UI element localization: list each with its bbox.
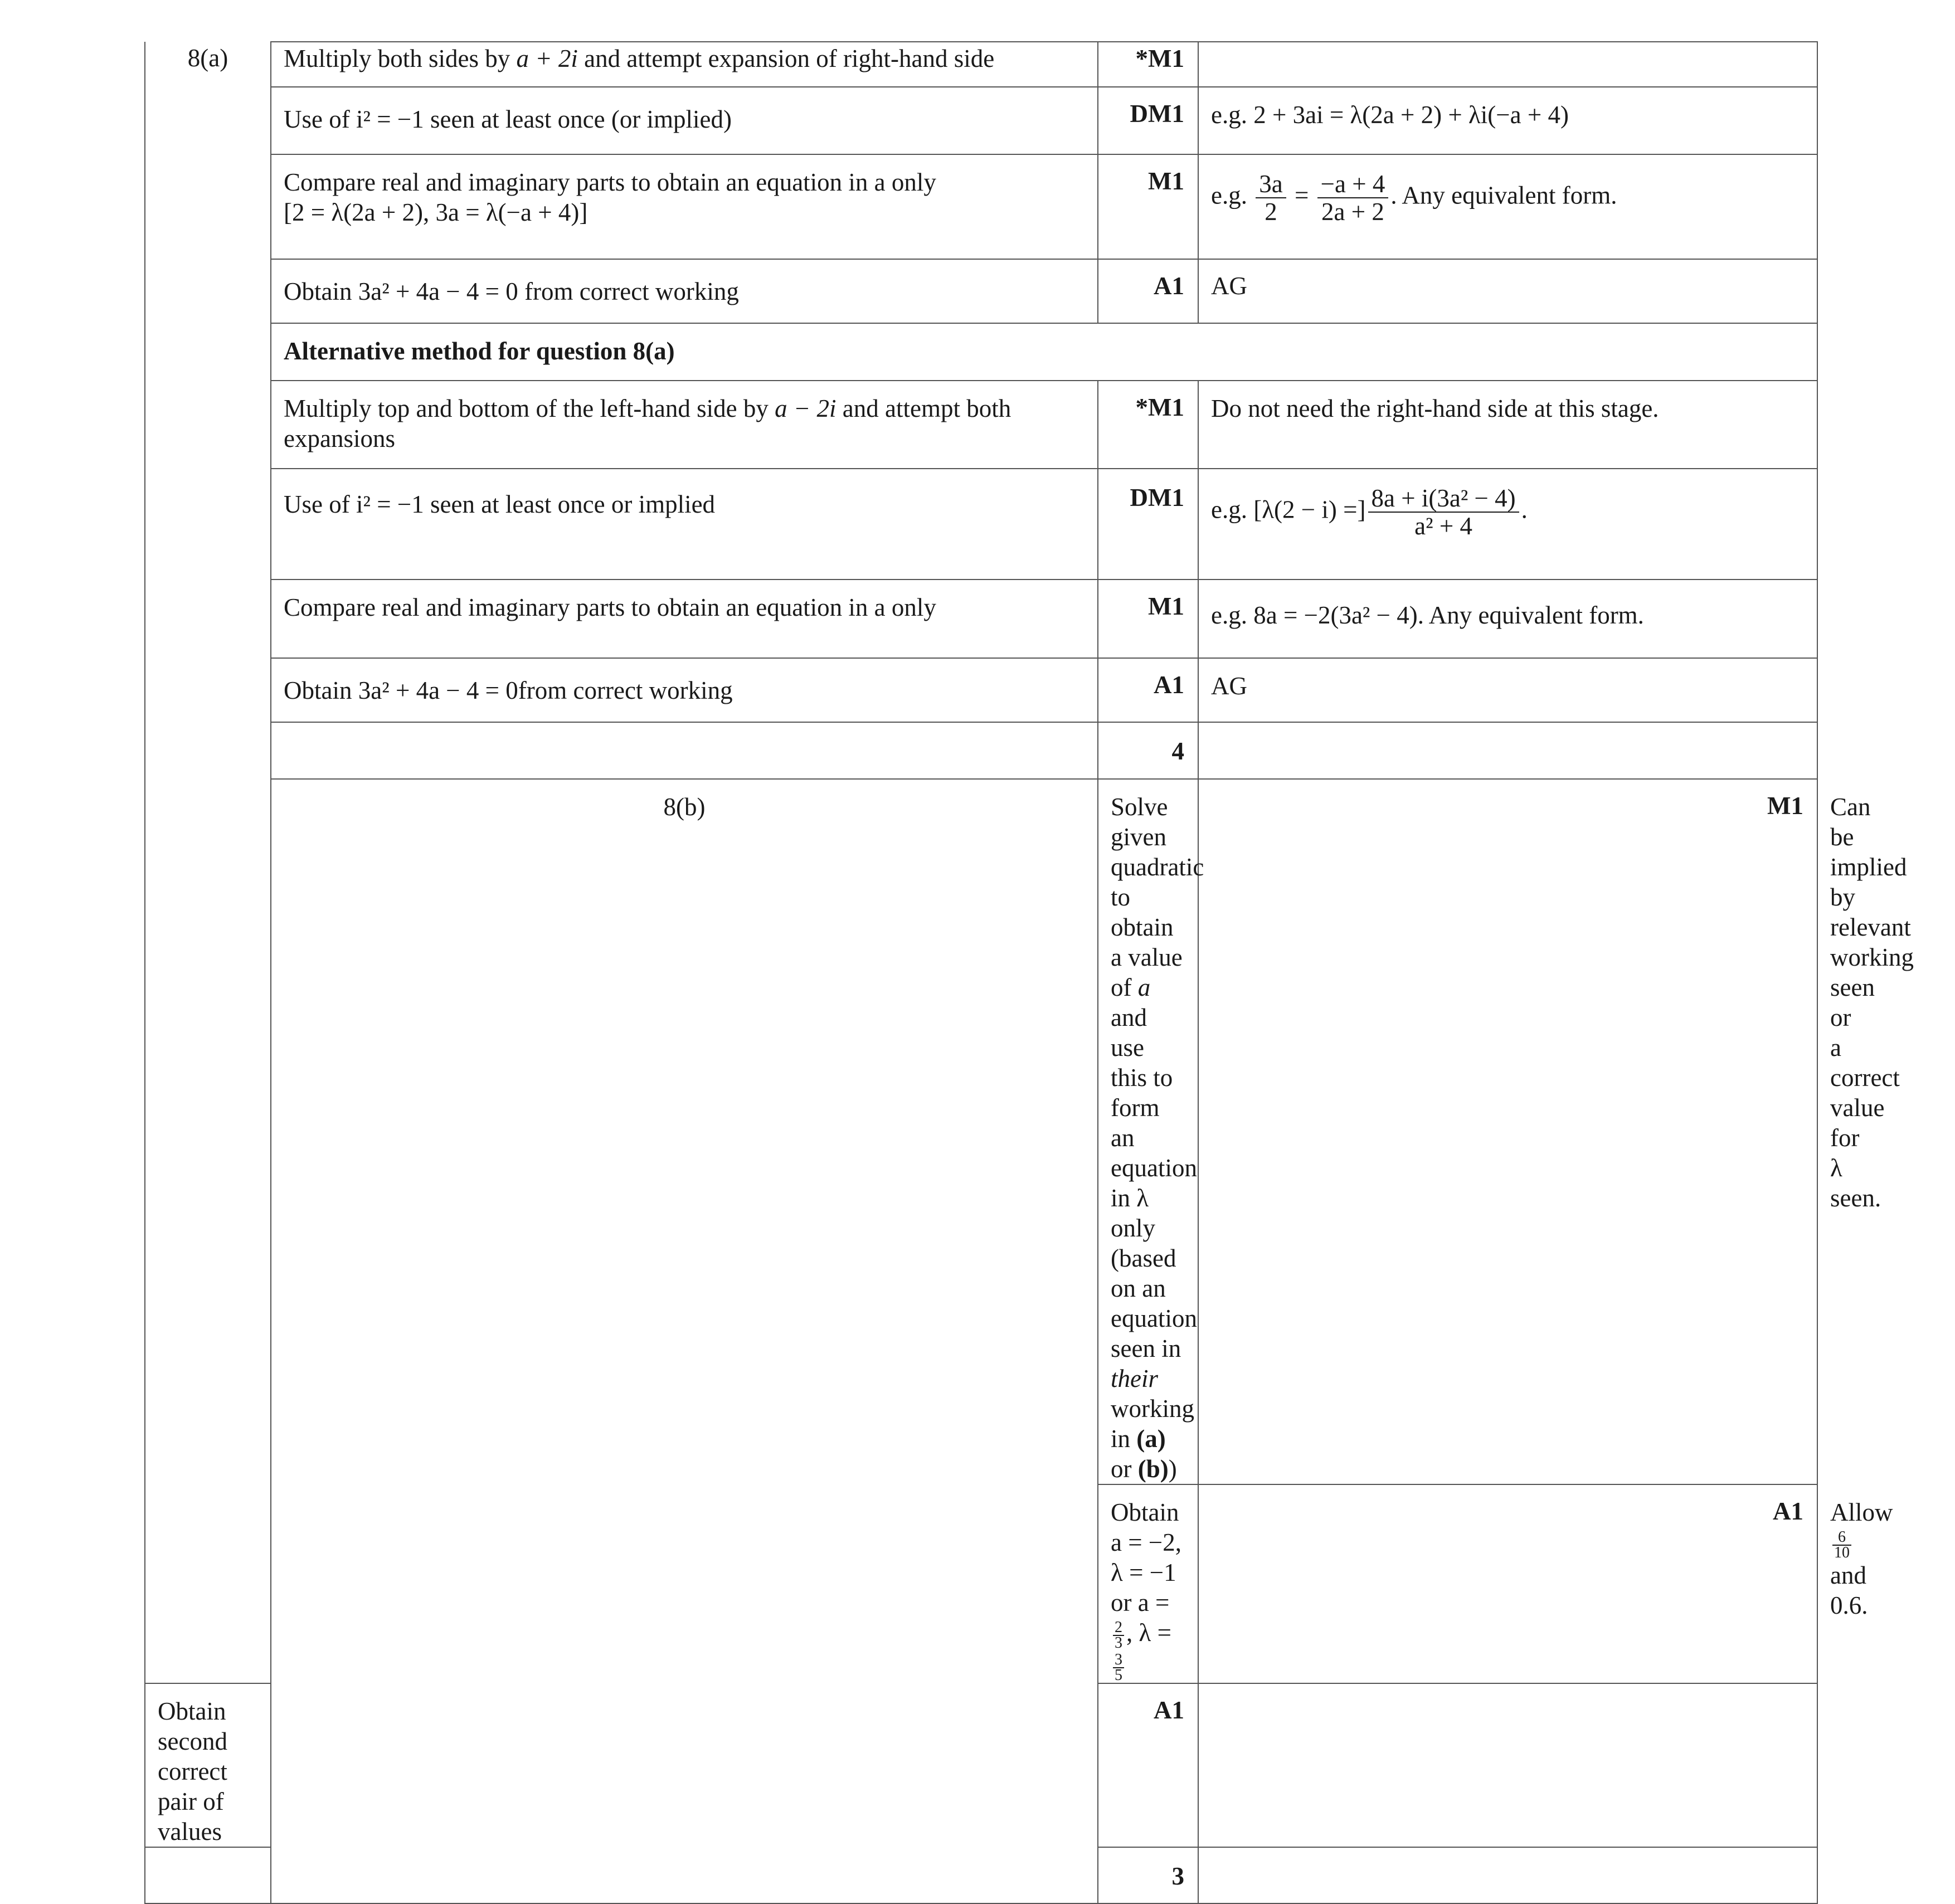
mark-cell: *M1 <box>1098 381 1198 469</box>
answer-cell <box>145 1847 271 1903</box>
answer-cell: Use of i² = −1 seen at least once (or implied) <box>271 87 1098 154</box>
mark-cell: *M1 <box>1098 42 1198 87</box>
table-row <box>145 259 1817 323</box>
table-row <box>145 580 1817 658</box>
guidance-cell: Do not need the right-hand side at this stage. <box>1198 381 1817 469</box>
answer-cell: Obtain 3a² + 4a − 4 = 0from correct working <box>271 658 1098 722</box>
table-row <box>145 87 1817 154</box>
total-mark: 4 <box>1098 722 1198 779</box>
guidance-cell: e.g. 2 + 3ai = λ(2a + 2) + λi(−a + 4) <box>1198 87 1817 154</box>
table-row <box>145 154 1817 259</box>
answer-cell <box>271 722 1098 779</box>
answer-cell: Obtain a = −2, λ = −1 or a = $\frac{2}{3}$ , λ = $\frac{3}{5}$ <box>1098 1484 1198 1683</box>
table-row <box>145 381 1817 469</box>
mark-cell: M1 <box>1198 779 1817 1484</box>
guidance-cell: e.g. 8a = −2(3a² − 4). Any equivalent form. <box>1198 580 1817 658</box>
mark-cell: DM1 <box>1098 469 1198 580</box>
answer-cell: Use of i² = −1 seen at least once or implied <box>271 469 1098 580</box>
fraction: $\frac{3a}{2}$ <box>1256 171 1286 225</box>
fraction: $\frac{3}{5}$ <box>1113 1653 1124 1683</box>
guidance-cell: e.g. $\frac{3a}{2}$ = $\frac{-a + 4}{2a + 2}$ . Any equivalent form. <box>1198 154 1817 259</box>
guidance-cell <box>1198 1847 1817 1903</box>
mark-cell: M1 <box>1098 154 1198 259</box>
alternative-method-heading: Alternative method for question 8(a) <box>271 323 1817 381</box>
fraction: $\frac{-a + 4}{2a + 2}$ <box>1317 171 1389 225</box>
answer-cell: Compare real and imaginary parts to obtain an equation in a only <box>271 580 1098 658</box>
guidance-cell: AG <box>1198 658 1817 722</box>
table-row <box>145 658 1817 722</box>
table-row <box>145 42 1817 87</box>
answer-cell: Obtain second correct pair of values <box>145 1683 271 1847</box>
mark-cell: A1 <box>1098 1683 1198 1847</box>
guidance-cell: e.g. [λ(2 − i) =] $\frac{\text{8a + i(3a² − 4)}}{\text{a² + 4}}$ . <box>1198 469 1817 580</box>
mark-cell: A1 <box>1198 1484 1817 1683</box>
answer-cell: Compare real and imaginary parts to obtain an equation in a only [2 = λ(2a + 2), 3a = λ(−a + 4)] <box>271 154 1098 259</box>
guidance-cell <box>1198 42 1817 87</box>
answer-cell: Multiply both sides by a + 2i and attempt expansion of right-hand side <box>271 42 1098 87</box>
table-row: 8(b) Solve given quadratic to obtain a value of a and use this to form an equation in λ only (based on an equation seen in their working in (a) or (b)) M1 Can be implied by relevant working seen or a correct value for λ seen. <box>145 779 1817 1484</box>
mark-cell: A1 <box>1098 658 1198 722</box>
guidance-cell: AG <box>1198 259 1817 323</box>
fraction: $\frac{6}{10}$ <box>1832 1530 1851 1560</box>
fraction: $\frac{2}{3}$ <box>1113 1620 1124 1650</box>
mark-cell: A1 <box>1098 259 1198 323</box>
guidance-cell <box>1198 722 1817 779</box>
table-row <box>145 722 1817 779</box>
mark-scheme-table <box>144 41 1914 1904</box>
mark-cell: M1 <box>1098 580 1198 658</box>
question-number: 8(b) <box>271 779 1098 1903</box>
guidance-cell <box>1198 1683 1817 1847</box>
answer-cell: Multiply top and bottom of the left-hand side by a − 2i and attempt both expansions <box>271 381 1098 469</box>
table-row: Obtain a = −2, λ = −1 or a = $\frac{2}{3}$ , λ = $\frac{3}{5}$ A1 Allow $\frac{6}{10}$ and 0.6. <box>145 1484 1817 1683</box>
table-row <box>145 469 1817 580</box>
total-mark: 3 <box>1098 1847 1198 1903</box>
fraction: $\frac{\text{8a + i(3a² − 4)}}{\text{a² + 4}}$ <box>1368 485 1519 539</box>
answer-cell: Solve given quadratic to obtain a value of a and use this to form an equation in λ only (based on an equation seen in their working in (a) or (b)) <box>1098 779 1198 1484</box>
mark-cell: DM1 <box>1098 87 1198 154</box>
question-number: 8(a) <box>145 42 271 1683</box>
answer-cell: Obtain 3a² + 4a − 4 = 0 from correct working <box>271 259 1098 323</box>
table-row <box>145 323 1817 381</box>
